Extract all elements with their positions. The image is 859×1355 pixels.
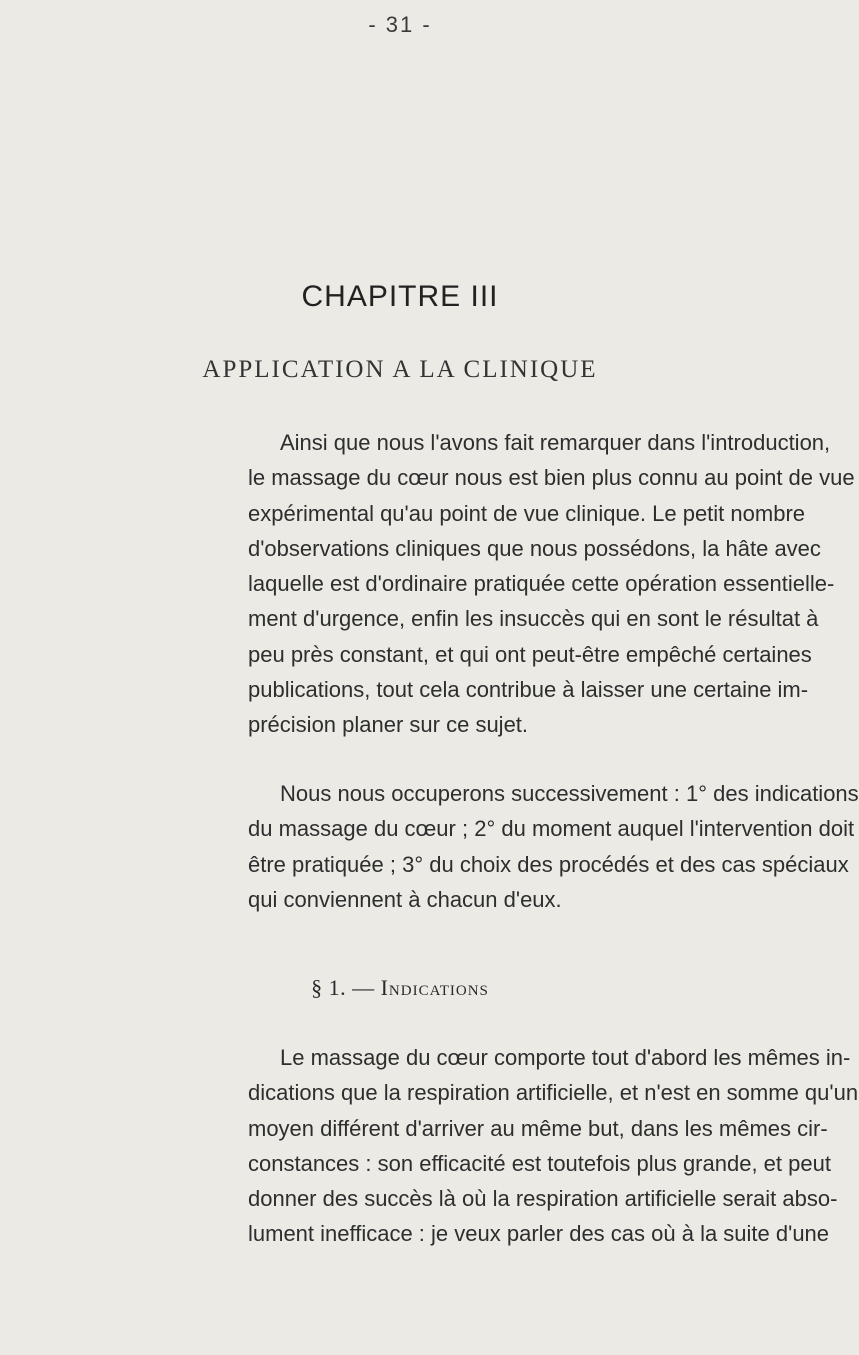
paragraph-line: constances : son efficacité est toutefois plus grande, et peut (248, 1150, 831, 1176)
paragraph-line: donner des succès là où la respiration artificielle serait abso- (248, 1186, 838, 1212)
paragraph-line: lument inefficace : je veux parler des cas où à la suite d'une (248, 1221, 830, 1247)
section-title: Indications (380, 975, 489, 1000)
page-number: - 31 - (368, 12, 432, 37)
paragraph-line: qui conviennent à chacun d'eux. (248, 886, 562, 912)
paragraph-intro (248, 425, 855, 743)
chapter-subtitle: APPLICATION A LA CLINIQUE (202, 356, 598, 383)
paragraph-line: du massage du cœur ; 2° du moment auquel l'intervention doit (248, 816, 855, 842)
paragraph-line: peu près constant, et qui ont peut-être empêché certaines (248, 641, 812, 667)
paragraph-line: expérimental qu'au point de vue clinique. Le petit nombre (248, 500, 806, 526)
paragraph-line: ment d'urgence, enfin les insuccès qui en sont le résultat à (248, 606, 819, 632)
paragraph-indications (248, 1040, 859, 1252)
paragraph-line: moyen différent d'arriver au même but, dans les mêmes cir- (248, 1115, 828, 1141)
paragraph-plan (248, 776, 859, 917)
section-prefix: § 1. — (311, 975, 381, 1000)
section-heading (0, 975, 800, 1001)
paragraph-line: Ainsi que nous l'avons fait remarquer dans l'introduction, (280, 430, 831, 455)
chapter-title: CHAPITRE III (301, 280, 499, 313)
paragraph-line: être pratiquée ; 3° du choix des procédés et des cas spéciaux (248, 851, 849, 877)
paragraph-line: le massage du cœur nous est bien plus connu au point de vue (248, 465, 855, 491)
paragraph-line: laquelle est d'ordinaire pratiquée cette opération essentielle- (248, 571, 835, 597)
paragraph-line: Le massage du cœur comporte tout d'abord les mêmes in- (280, 1045, 851, 1070)
paragraph-line: dications que la respiration artificielle, et n'est en somme qu'un (248, 1080, 859, 1106)
paragraph-line: publications, tout cela contribue à laisser une certaine im- (248, 677, 809, 703)
paragraph-line: Nous nous occuperons successivement : 1° des indications (280, 781, 859, 806)
paragraph-line: précision planer sur ce sujet. (248, 712, 529, 738)
paragraph-line: d'observations cliniques que nous possédons, la hâte avec (248, 535, 821, 561)
